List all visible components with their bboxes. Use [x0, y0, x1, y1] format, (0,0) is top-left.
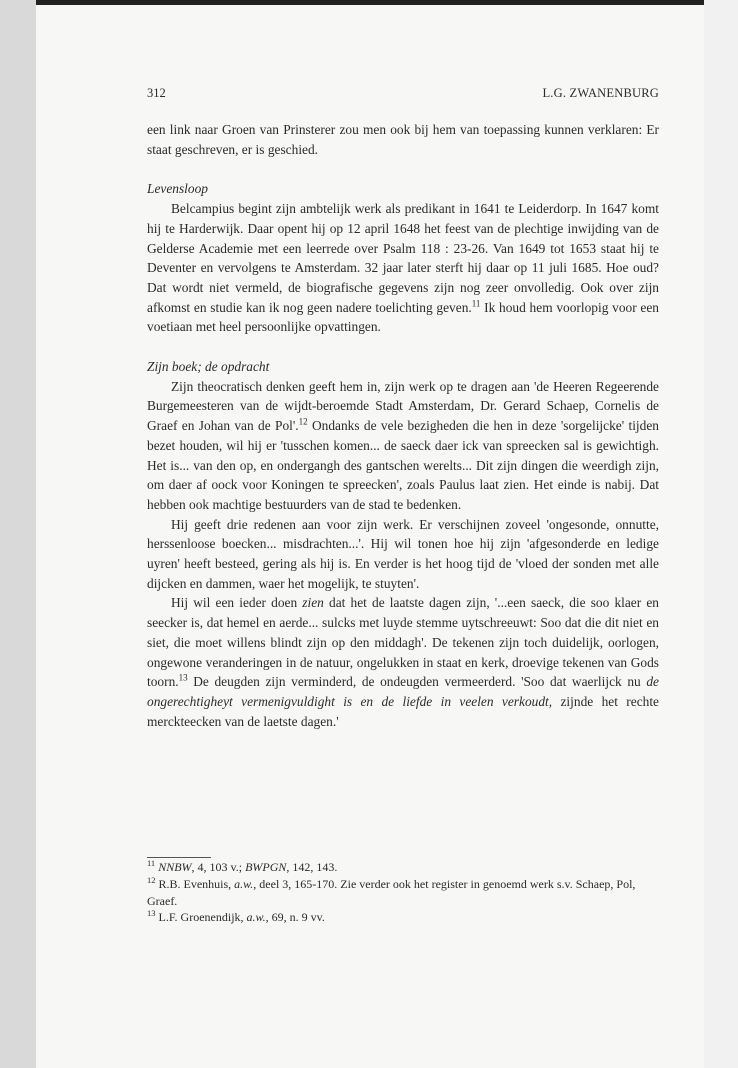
section-title-opdracht: Zijn boek; de opdracht: [147, 359, 270, 375]
footnote-abbrev: a.w.: [246, 910, 266, 925]
paragraph-text: Zijn theocratisch denken geeft hem in, zijn werk op te dragen aan 'de Heeren Regeerende Burgemeesteren van de wijdt-beroemde Stadt Amsterdam, Dr. Gerard Schaep, Cornelis de Graef en Johan van de Pol'.: [147, 378, 659, 434]
footnote-text: , 142, 143.: [286, 860, 338, 874]
footnote-number: 12: [147, 874, 156, 885]
footnote-text: , 4, 103 v.;: [191, 860, 246, 874]
footnote-text: , 69, n. 9 vv.: [265, 910, 325, 925]
paragraph-text: Ik houd hem voorlopig voor een voetiaan met heel persoonlijke opvattingen.: [147, 299, 660, 335]
footnote-text: , deel 3, 165-170. Zie verder ook het register in genoemd werk s.v. Schaep, Pol, Graef.: [147, 876, 636, 908]
footnotes: [147, 859, 659, 926]
footnote-ref-13: 13: [178, 672, 188, 683]
footnote-12: [147, 876, 659, 910]
running-head-author: L.G. ZWANENBURG: [542, 86, 659, 100]
paragraph-text: Belcampius begint zijn ambtelijk werk als predikant in 1641 te Leiderdorp. In 1647 komt hij te Harderwijk. Daar opent hij op 12 april 1648 het feest van de plechtige inwijding van de Gelderse Academie met een leerrede over Psalm 118 : 23-26. Van 1649 tot 1653 staat hij te Deventer en vervolgens te Amsterdam. 32 jaar later sterft hij daar op 11 juli 1685. Hoe oud? Dat wordt niet vermeld, de biografische gegevens zijn nog zeer onvolledig. Ook over zijn afkomst en studie kan ik nog geen nadere toelichting geven.: [147, 201, 659, 315]
emphasis-zien: zien: [302, 595, 324, 611]
footnote-11: [147, 859, 659, 876]
footnote-abbrev: a.w.: [234, 876, 254, 891]
footnote-ref-12: 12: [298, 416, 308, 427]
emphasis-quote: de ongerechtigheyt vermenigvuldight is en de liefde in veelen verkoudt,: [147, 674, 659, 709]
footnote-title: NNBW: [158, 860, 192, 874]
scan-left-margin: [0, 0, 36, 1068]
footnote-text: L.F. Groenendijk,: [158, 910, 247, 925]
paragraph-text: dat het de laatste dagen zijn, '...een saeck, die soo klaer en seecker is, dat hemel en aerde... sulcks met luyde stemme uytschreeuwt: Soo dat die dit niet en siet, die moet willens blindt zijn op den middagh'. De tekenen zijn toch duidelijk, oorlogen, ongewone veranderingen in de natuur, ongelukken in staat en kerk, droevige tekenen van Gods toorn.: [147, 595, 659, 690]
scan-right-margin: [704, 0, 738, 1068]
body-text: [147, 120, 659, 731]
footnote-title: BWPGN: [245, 860, 287, 874]
footnote-number: 13: [147, 908, 156, 919]
footnote-text: R.B. Evenhuis,: [158, 876, 235, 891]
section-title-levensloop: Levensloop: [147, 181, 208, 197]
paragraph-text: zijnde het rechte merckteecken van de laetste dagen.': [147, 693, 659, 729]
footnote-13: [147, 909, 659, 926]
running-head: [147, 86, 659, 106]
paragraph-opdracht-1: [147, 377, 659, 515]
page-number: 312: [147, 86, 166, 100]
paragraph-levensloop: [147, 199, 659, 337]
continuation-paragraph: een link naar Groen van Prinsterer zou men ook bij hem van toepassing kunnen verklaren: Er staat geschreven, er is geschied.: [147, 122, 659, 157]
footnote-rule: [147, 857, 211, 858]
footnote-ref-11: 11: [471, 298, 481, 309]
paragraph-text: Ondanks de vele bezigheden die hen in deze 'sorgelijcke' tijden bezet houden, wil hij er 'tusschen komen... de saeck daer ick van spreecken sal is gewichtigh. Het is... van den op, en ondergangh des gantschen werelts... Dit zijn dingen die weerdigh zijn, om daer af oock voor Koningen te spreecken', zoals Paulus laat zien. Het einde is nabij. Dat hebben ook machtige bestuurders van de stad te bedenken.: [147, 418, 659, 512]
paragraph-opdracht-3: [147, 593, 659, 731]
footnote-number: 11: [147, 858, 156, 868]
paragraph-opdracht-2: Hij geeft drie redenen aan voor zijn werk. Er verschijnen zoveel 'ongesonde, onnutte, herssenloose boecken... misdrachten...'. Hij wil tonen hoe hij zijn 'afgesonderde en ledige uyren' heeft besteed, gering als hij is. En verder is het hoog tijd de 'vloed der sonden met alle dijcken en dammen, waer het mogelijk, te stuyten'.: [147, 516, 659, 591]
paragraph-text: Hij wil een ieder doen: [171, 595, 303, 611]
paragraph-text: De deugden zijn verminderd, de ondeugden vermeerderd. 'Soo dat waerlijck nu: [187, 674, 647, 690]
